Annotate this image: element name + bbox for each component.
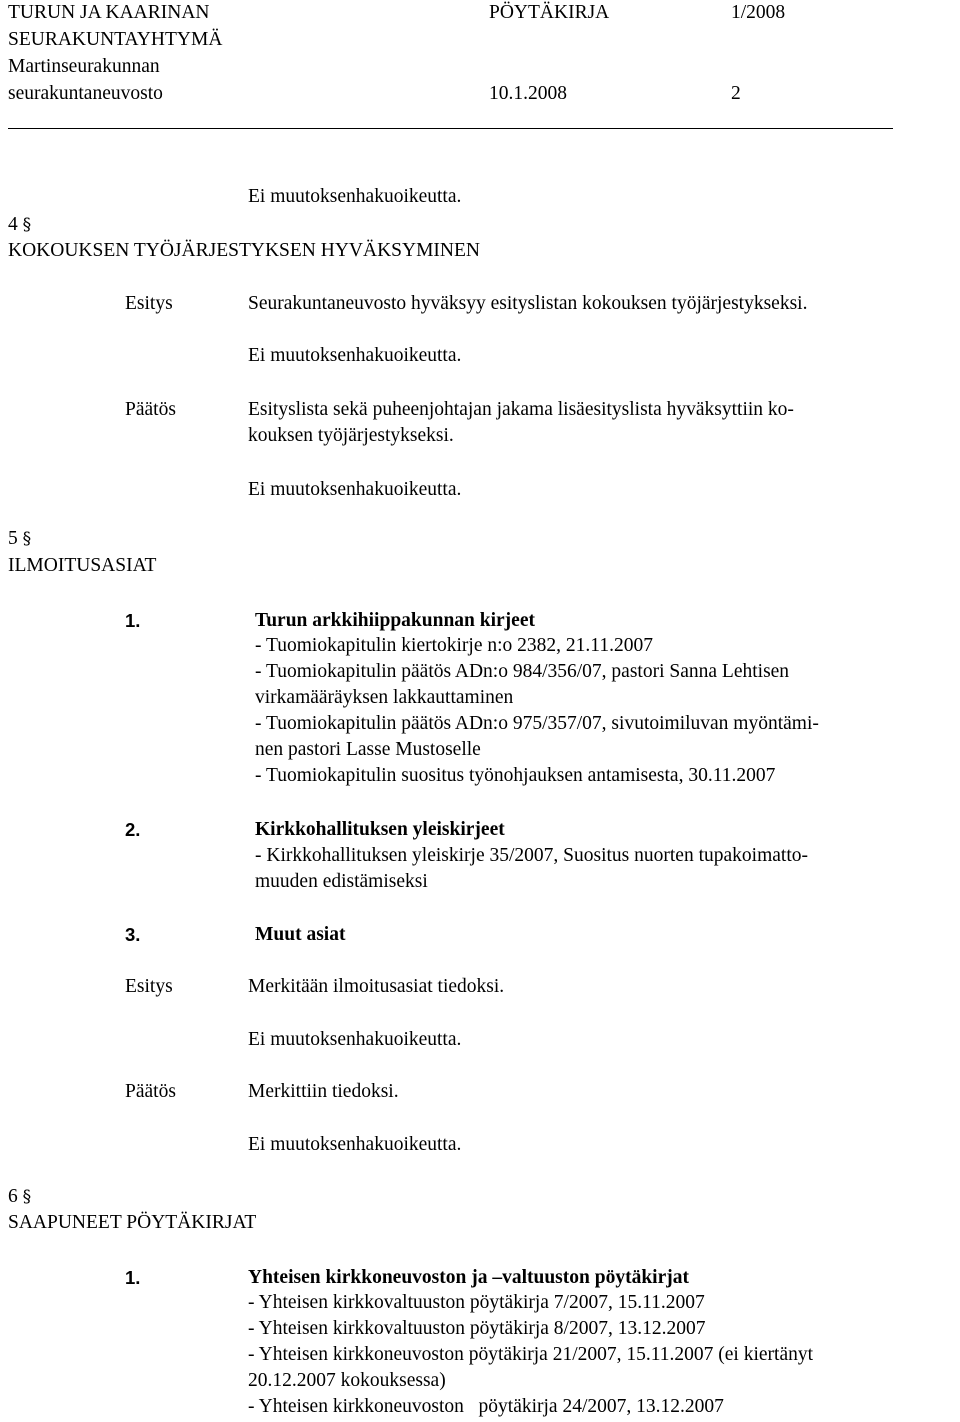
doc-type: PÖYTÄKIRJA (489, 2, 610, 23)
page-number: 2 (731, 83, 741, 104)
section-sign-icon: § (22, 1187, 32, 1207)
list-item: - Yhteisen kirkkoneuvoston pöytäkirja 21/2007, 15.11.2007 (ei kiertänyt (248, 1344, 814, 1365)
no-appeal-note: Ei muutoksenhakuoikeutta. (248, 186, 462, 207)
section-4-decision-line2: kouksen työjärjestykseksi. (248, 425, 454, 446)
section-4-proposal-label: Esitys (125, 293, 173, 314)
section-sign-icon: § (22, 215, 32, 235)
item-3-number: 3. (125, 924, 141, 945)
doc-number: 1/2008 (731, 2, 786, 23)
section-5-number-text: 5 (8, 528, 18, 549)
meeting-date: 10.1.2008 (489, 83, 567, 104)
section-5-title: ILMOITUSASIAT (8, 555, 157, 576)
no-appeal-note: Ei muutoksenhakuoikeutta. (248, 1134, 462, 1155)
list-item: - Tuomiokapitulin suositus työnohjauksen antamisesta, 30.11.2007 (255, 765, 776, 786)
section-5-proposal-text: Merkitään ilmoitusasiat tiedoksi. (248, 976, 505, 997)
item-1-title: Yhteisen kirkkoneuvoston ja –valtuuston pöytäkirjat (248, 1267, 689, 1288)
item-2-title: Kirkkohallituksen yleiskirjeet (255, 819, 505, 840)
list-item: - Kirkkohallituksen yleiskirje 35/2007, Suositus nuorten tupakoimatto- (255, 845, 808, 866)
list-item: nen pastori Lasse Mustoselle (255, 739, 481, 760)
section-sign-icon: § (22, 529, 32, 549)
org-name-line1: TURUN JA KAARINAN (8, 2, 210, 23)
list-item: - Tuomiokapitulin kiertokirje n:o 2382, 21.11.2007 (255, 635, 653, 656)
item-1-number: 1. (125, 610, 141, 631)
no-appeal-note: Ei muutoksenhakuoikeutta. (248, 479, 462, 500)
section-4-decision-label: Päätös (125, 399, 176, 420)
item-2-number: 2. (125, 819, 141, 840)
item-3-title: Muut asiat (255, 924, 346, 945)
list-item: virkamääräyksen lakkauttaminen (255, 687, 514, 708)
list-item: - Yhteisen kirkkovaltuuston pöytäkirja 7/2007, 15.11.2007 (248, 1292, 705, 1313)
list-item: - Yhteisen kirkkovaltuuston pöytäkirja 8/2007, 13.12.2007 (248, 1318, 706, 1339)
item-2-list (255, 843, 808, 895)
header-divider (8, 128, 893, 129)
no-appeal-note: Ei muutoksenhakuoikeutta. (248, 1029, 462, 1050)
list-item: - Tuomiokapitulin päätös ADn:o 984/356/07, pastori Sanna Lehtisen (255, 661, 790, 682)
item-1-list (255, 633, 819, 789)
section-5-number (8, 526, 31, 552)
no-appeal-note: Ei muutoksenhakuoikeutta. (248, 345, 462, 366)
section-5-proposal-label: Esitys (125, 976, 173, 997)
list-item: - Tuomiokapitulin päätös ADn:o 975/357/07, sivutoimiluvan myöntämi- (255, 713, 819, 734)
section-4-proposal-text: Seurakuntaneuvosto hyväksyy esityslistan kokouksen työjärjestykseksi. (248, 293, 808, 314)
org-name-line2: SEURAKUNTAYHTYMÄ (8, 29, 223, 50)
section-4-number-text: 4 (8, 214, 18, 235)
org-name-line4: seurakuntaneuvosto (8, 83, 163, 104)
section-4-decision-line1: Esityslista sekä puheenjohtajan jakama lisäesityslista hyväksyttiin ko- (248, 399, 794, 420)
section-5-decision-label: Päätös (125, 1081, 176, 1102)
section-4-title: KOKOUKSEN TYÖJÄRJESTYKSEN HYVÄKSYMINEN (8, 240, 480, 261)
item-1-number: 1. (125, 1267, 141, 1288)
section-6-number-text: 6 (8, 1186, 18, 1207)
list-item: - Yhteisen kirkkoneuvoston pöytäkirja 24/2007, 13.12.2007 (248, 1396, 724, 1417)
minutes-list (248, 1290, 813, 1420)
section-5-decision-text: Merkittiin tiedoksi. (248, 1081, 399, 1102)
section-4-number (8, 212, 31, 238)
list-item: muuden edistämiseksi (255, 871, 428, 892)
list-item: 20.12.2007 kokouksessa) (248, 1370, 446, 1391)
org-name-line3: Martinseurakunnan (8, 56, 160, 77)
item-1-title: Turun arkkihiippakunnan kirjeet (255, 610, 535, 631)
section-6-title: SAAPUNEET PÖYTÄKIRJAT (8, 1212, 257, 1233)
section-6-number (8, 1184, 31, 1210)
